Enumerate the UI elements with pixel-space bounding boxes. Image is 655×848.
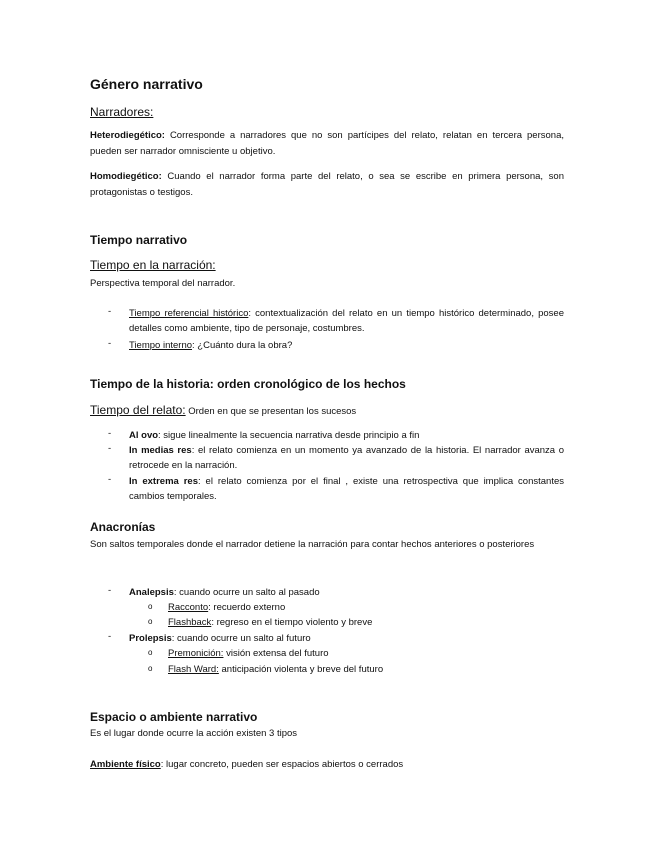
sub-list-item-term: Premonición: xyxy=(168,648,224,659)
anacronias-description: Son saltos temporales donde el narrador detiene la narración para contar hechos anteriores o posteriores xyxy=(90,539,535,550)
list-item-term: In extrema res xyxy=(129,476,198,487)
sub-list-item-text: visión extensa del futuro xyxy=(223,648,329,659)
list-item-term: Analepsis xyxy=(129,587,174,598)
list-item-text: : contextualización del relato en un tiempo histórico determinado, posee detalles como ambiente, tipo de personaje, costumbres. xyxy=(129,308,564,334)
tiempo-relato-subheading: Tiempo del relato: xyxy=(90,403,186,417)
page-title: Género narrativo xyxy=(90,76,203,92)
list-item-text: : cuando ocurre un salto al pasado xyxy=(173,587,320,598)
bullet-dash: - xyxy=(108,306,112,317)
list-item xyxy=(129,474,564,504)
sub-list-item-text: : recuerdo externo xyxy=(208,602,286,613)
homodiegetico-text: Cuando el narrador forma parte del relato, o sea se escribe en primera persona, son protagonistas o testigos. xyxy=(90,171,564,198)
list-item-text: : cuando ocurre un salto al futuro xyxy=(171,633,311,644)
list-item xyxy=(129,428,564,443)
list-item xyxy=(129,443,564,473)
list-item xyxy=(129,306,564,336)
heterodiegetico-term: Heterodiegético: xyxy=(90,130,165,141)
tiempo-historia-heading: Tiempo de la historia: orden cronológico de los hechos xyxy=(90,377,406,391)
bullet-circle: o xyxy=(148,648,153,657)
bullet-dash: - xyxy=(108,428,112,439)
espacio-heading: Espacio o ambiente narrativo xyxy=(90,710,258,724)
list-item-text: : el relato comienza por el final , existe una retrospectiva que implica constantes cambios temporales. xyxy=(129,476,564,502)
sub-list-item-text: : regreso en el tiempo violento y breve xyxy=(211,617,373,628)
bullet-circle: o xyxy=(148,602,153,611)
sub-list-item-term: Flash Ward: xyxy=(168,664,219,675)
list-item-prolepsis xyxy=(129,631,564,646)
tiempo-relato-description: Orden en que se presentan los sucesos xyxy=(185,406,357,417)
bullet-dash: - xyxy=(108,474,112,485)
sub-list-item-text: anticipación violenta y breve del futuro xyxy=(218,664,384,675)
list-item-term: Tiempo interno xyxy=(129,340,193,351)
list-item-analepsis xyxy=(129,585,564,600)
homodiegetico-term: Homodiegético: xyxy=(90,171,162,182)
ambiente-fisico-term: Ambiente físico xyxy=(90,759,161,770)
sub-list-item xyxy=(168,662,564,677)
espacio-description: Es el lugar donde ocurre la acción existen 3 tipos xyxy=(90,728,298,739)
sub-list-item-term: Racconto xyxy=(168,602,209,613)
bullet-dash: - xyxy=(108,585,112,596)
tiempo-narracion-subheading: Tiempo en la narración: xyxy=(90,258,216,272)
sub-list-item xyxy=(168,600,564,615)
tiempo-relato-line xyxy=(90,401,564,419)
bullet-circle: o xyxy=(148,617,153,626)
list-item-term: Prolepsis xyxy=(129,633,172,644)
narradores-heading: Narradores: xyxy=(90,105,154,119)
heterodiegetico-text: Corresponde a narradores que no son partícipes del relato, relatan en tercera persona, pueden ser narrador omnisciente u objetivo. xyxy=(90,130,564,157)
list-item-text: : sigue linealmente la secuencia narrativa desde principio a fin xyxy=(158,430,420,441)
list-item-term: In medias res xyxy=(129,445,192,456)
ambiente-fisico-paragraph xyxy=(90,757,564,773)
list-item-term: Tiempo referencial histórico xyxy=(129,308,249,319)
sub-list-item xyxy=(168,615,564,630)
tiempo-narracion-description: Perspectiva temporal del narrador. xyxy=(90,278,236,289)
bullet-dash: - xyxy=(108,338,112,349)
homodiegetico-paragraph xyxy=(90,169,564,201)
ambiente-fisico-text: : lugar concreto, pueden ser espacios abiertos o cerrados xyxy=(160,759,404,770)
bullet-circle: o xyxy=(148,664,153,673)
anacronias-heading: Anacronías xyxy=(90,520,156,534)
sub-list-item xyxy=(168,646,564,661)
bullet-dash: - xyxy=(108,631,112,642)
sub-list-item-term: Flashback xyxy=(168,617,212,628)
heterodiegetico-paragraph xyxy=(90,128,564,160)
list-item-text: : el relato comienza en un momento ya avanzado de la historia. El narrador avanza o retrocede en la narración. xyxy=(129,445,564,471)
bullet-dash: - xyxy=(108,443,112,454)
tiempo-narrativo-heading: Tiempo narrativo xyxy=(90,233,188,247)
list-item-term: Al ovo xyxy=(129,430,159,441)
list-item xyxy=(129,338,564,353)
list-item-text: : ¿Cuánto dura la obra? xyxy=(192,340,293,351)
